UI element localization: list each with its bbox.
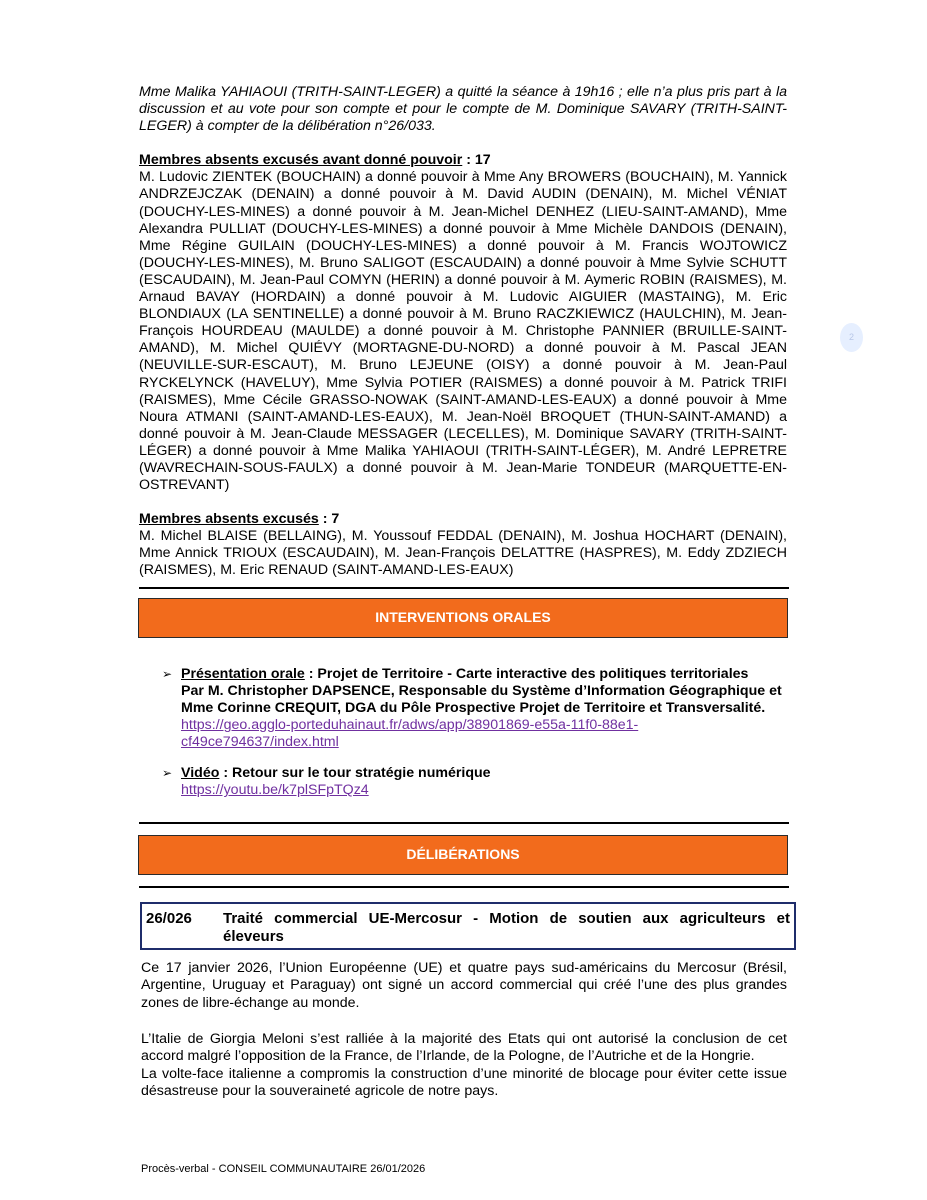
deliberation-header-box <box>140 902 796 950</box>
presentation-heading: Présentation orale <box>181 666 305 682</box>
divider-top-1 <box>139 587 789 589</box>
paragraph-mercosur-2: L’Italie de Giorgia Meloni s’est ralliée à la majorité des Etats qui ont autorisé la conclusion de cet accord malgré l’opposition de la France, de l’Irlande, de la Pologne, de l’Autriche et de la Hongrie. <box>141 1031 787 1065</box>
divider-top-2 <box>139 822 789 824</box>
video-subject: : Retour sur le tour stratégie numérique <box>219 765 491 781</box>
youtube-link[interactable]: https://youtu.be/k7plSFpTQz4 <box>181 782 369 799</box>
divider-bottom-2 <box>139 886 789 888</box>
arrow-bullet-icon: ➢ <box>162 667 173 681</box>
absents-heading <box>139 511 787 528</box>
absents-count: : 7 <box>318 511 340 528</box>
absents-list: M. Michel BLAISE (BELLAING), M. Youssouf FEDDAL (DENAIN), M. Joshua HOCHART (DENAIN), Mme Annick TRIOUX (ESCAUDAIN), M. Jean-François DELATTRE (HASPRES), M. Eddy ZDZIECH (RAISMES), M. Eric RENAUD (SAINT-AMAND-LES-EAUX) <box>139 528 787 579</box>
bullet-video <box>162 765 792 799</box>
page-footer: Procès-verbal - CONSEIL COMMUNAUTAIRE 26/01/2026 <box>141 1163 426 1175</box>
arrow-bullet-icon: ➢ <box>162 766 173 780</box>
absents-pouvoir-list: M. Ludovic ZIENTEK (BOUCHAIN) a donné pouvoir à Mme Any BROWERS (BOUCHAIN), M. Yannick ANDRZEJCZAK (DENAIN) a donné pouvoir à M. David AUDIN (DENAIN), M. Michel VÉNIAT (DOUCHY-LES-MINES) a donné pouvoir à M. Jean-Michel DENHEZ (LIEU-SAINT-AMAND), Mme Alexandra PULLIAT (DOUCHY-LES-MINES) a donné pouvoir à Mme Michèle DANDOIS (DENAIN), Mme Régine GUILAIN (DOUCHY-LES-MINES) a donné pouvoir à M. Francis WOJTOWICZ (DOUCHY-LES-MINES), M. Bruno SALIGOT (ESCAUDAIN) a donné pouvoir à Mme Sylvie SCHUTT (ESCAUDAIN), M. Jean-Paul COMYN (HERIN) a donné pouvoir à M. Aymeric ROBIN (RAISMES), M. Arnaud BAVAY (HORDAIN) a donné pouvoir à M. Ludovic AIGUIER (MASTAING), M. Eric BLONDIAUX (LA SENTINELLE) a donné pouvoir à M. Bruno RACZKIEWICZ (HAULCHIN), M. Jean-François HOURDEAU (MAULDE) a donné pouvoir à M. Christophe PANNIER (BRUILLE-SAINT-AMAND), M. Michel QUIÉVY (MORTAGNE-DU-NORD) a donné pouvoir à M. Pascal JEAN (NEUVILLE-SUR-ESCAUT), M. Bruno LEJEUNE (OISY) a donné pouvoir à M. Jean-Paul RYCKELYNCK (HAVELUY), Mme Sylvia POTIER (RAISMES) a donné pouvoir à M. Patrick TRIFI (RAISMES), Mme Cécile GRASSO-NOWAK (SAINT-AMAND-LES-EAUX) a donné pouvoir à Mme Noura ATMANI (SAINT-AMAND-LES-EAUX), M. Jean-Noël BROQUET (THUN-SAINT-AMAND) a donné pouvoir à M. Jean-Claude MESSAGER (LECELLES), M. Dominique SAVARY (TRITH-SAINT-LÉGER) a donné pouvoir à Mme Malika YAHIAOUI (TRITH-SAINT-LÉGER), M. André LEPRETRE (WAVRECHAIN-SOUS-FAULX) a donné pouvoir à M. Jean-Marie TONDEUR (MARQUETTE-EN-OSTREVANT) <box>139 169 787 494</box>
page-marker-badge: 2 <box>840 323 863 352</box>
paragraph-mercosur-1: Ce 17 janvier 2026, l’Union Européenne (UE) et quatre pays sud-américains du Mercosur (Brésil, Argentine, Uruguay et Paraguay) ont signé un accord commercial qui créé l’une des plus grandes zones de libre-échange au monde. <box>141 960 787 1011</box>
absents-title: Membres absents excusés <box>139 511 319 528</box>
video-heading: Vidéo <box>181 765 220 781</box>
intro-paragraph: Mme Malika YAHIAOUI (TRITH-SAINT-LEGER) a quitté la séance à 19h16 ; elle n’a plus pris part à la discussion et au vote pour son compte et pour le compte de M. Dominique SAVARY (TRITH-SAINT-LEGER) à compter de la délibération n°26/033. <box>139 84 787 135</box>
absents-pouvoir-title: Membres absents excusés avant donné pouvoir <box>139 152 463 169</box>
bullet-presentation <box>162 666 792 751</box>
document-body <box>139 84 787 580</box>
carte-interactive-link-cont[interactable]: cf49ce794637/index.html <box>181 734 339 751</box>
deliberation-number: 26/026 <box>146 910 192 927</box>
presentation-speaker-line2: Mme Corinne CREQUIT, DGA du Pôle Prospective Projet de Territoire et Transversalité. <box>181 700 766 717</box>
presentation-subject: : Projet de Territoire - Carte interactive des politiques territoriales <box>304 666 749 682</box>
paragraph-mercosur-3: La volte-face italienne a compromis la construction d’une minorité de blocage pour éviter cette issue désastreuse pour la souveraineté agricole de notre pays. <box>141 1066 787 1100</box>
presentation-speaker-line1: Par M. Christopher DAPSENCE, Responsable du Système d’Information Géographique et <box>181 683 782 700</box>
interventions-orales-banner: INTERVENTIONS ORALES <box>138 598 788 638</box>
deliberations-banner: DÉLIBÉRATIONS <box>138 835 788 875</box>
absents-pouvoir-count: : 17 <box>462 152 491 169</box>
carte-interactive-link[interactable]: https://geo.agglo-porteduhainaut.fr/adws/app/38901869-e55a-11f0-88e1- <box>181 717 639 734</box>
deliberation-title: Traité commercial UE-Mercosur - Motion de soutien aux agriculteurs et éleveurs <box>223 910 790 945</box>
absents-pouvoir-heading <box>139 152 787 169</box>
